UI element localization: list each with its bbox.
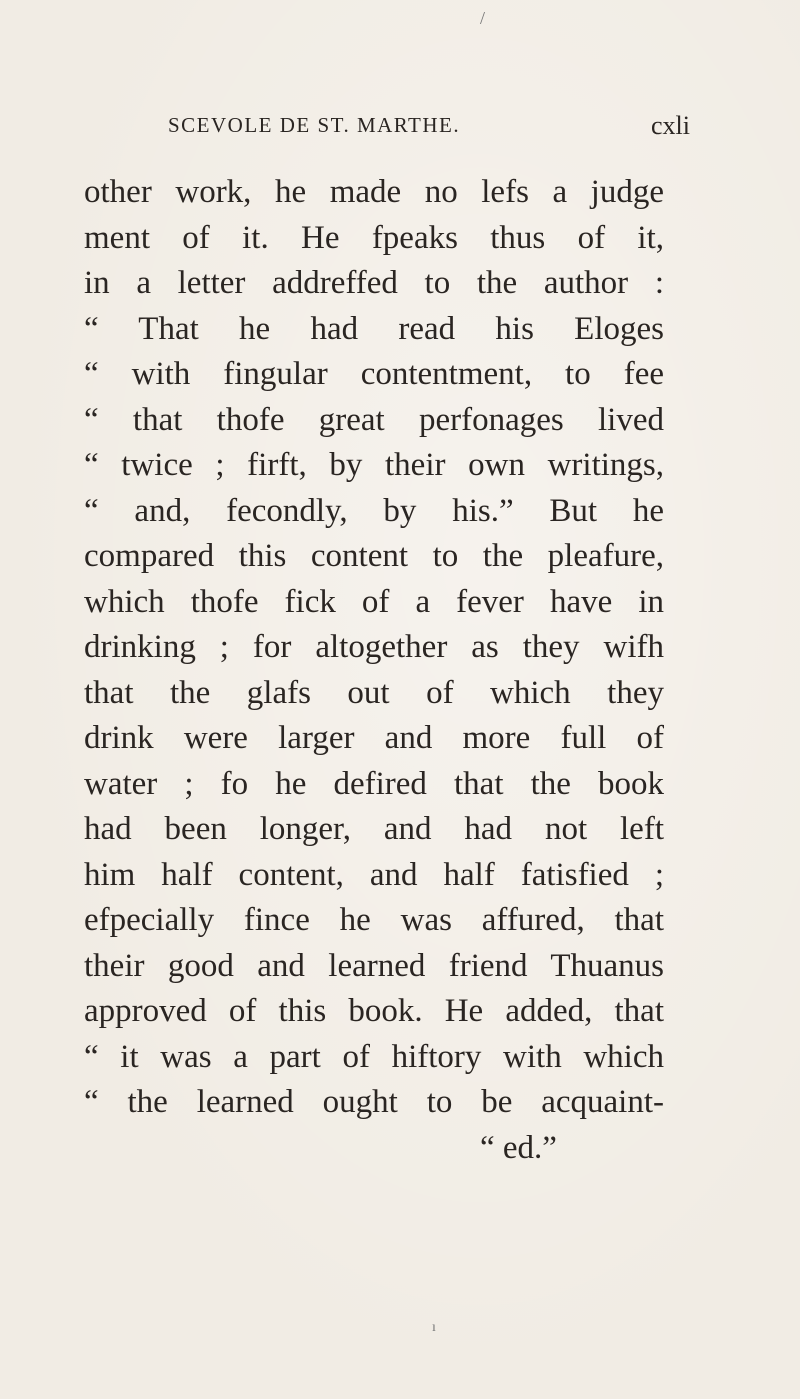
text-line: “ twice ; firft, by their own writings,	[84, 447, 664, 483]
text-line: which thofe fick of a fever have in	[84, 583, 664, 620]
text-line: that the glafs out of which they	[84, 674, 664, 711]
text-line: “ it was a part of hiftory with which	[84, 1038, 664, 1075]
text-line: had been longer, and had not left	[84, 811, 664, 847]
running-title: SCEVOLE DE ST. MARTHE.	[168, 113, 461, 137]
text-line: “ That he had read his Eloges	[84, 310, 664, 347]
text-line: “ and, fecondly, by his.” But he	[84, 492, 664, 529]
text-line: drinking ; for altogether as they wifh	[84, 629, 664, 665]
text-line: “ the learned ought to be acquaint-	[84, 1084, 664, 1120]
text-line: “ with fingular contentment, to fee	[84, 356, 664, 392]
text-line: in a letter addreffed to the author :	[84, 265, 664, 301]
text-line: approved of this book. He added, that	[84, 993, 664, 1029]
paper-speck: /	[480, 8, 486, 28]
text-line: their good and learned friend Thuanus	[84, 947, 664, 984]
text-line: compared this content to the pleafure,	[84, 538, 664, 574]
page-number: cxli	[651, 111, 690, 140]
text-line: him half content, and half fatisfied ;	[84, 856, 664, 893]
text-line: ment of it. He fpeaks thus of it,	[84, 219, 664, 256]
paper-speck: ı	[432, 1320, 436, 1335]
body-text	[84, 170, 664, 1171]
catchword: “ ed.”	[480, 1129, 557, 1166]
text-line: “ that thofe great perfonages lived	[84, 401, 664, 438]
text-line: drink were larger and more full of	[84, 720, 664, 756]
text-line: water ; fo he defired that the book	[84, 765, 664, 802]
text-line: efpecially fince he was affured, that	[84, 902, 664, 938]
text-line: other work, he made no lefs a judge	[84, 174, 664, 210]
